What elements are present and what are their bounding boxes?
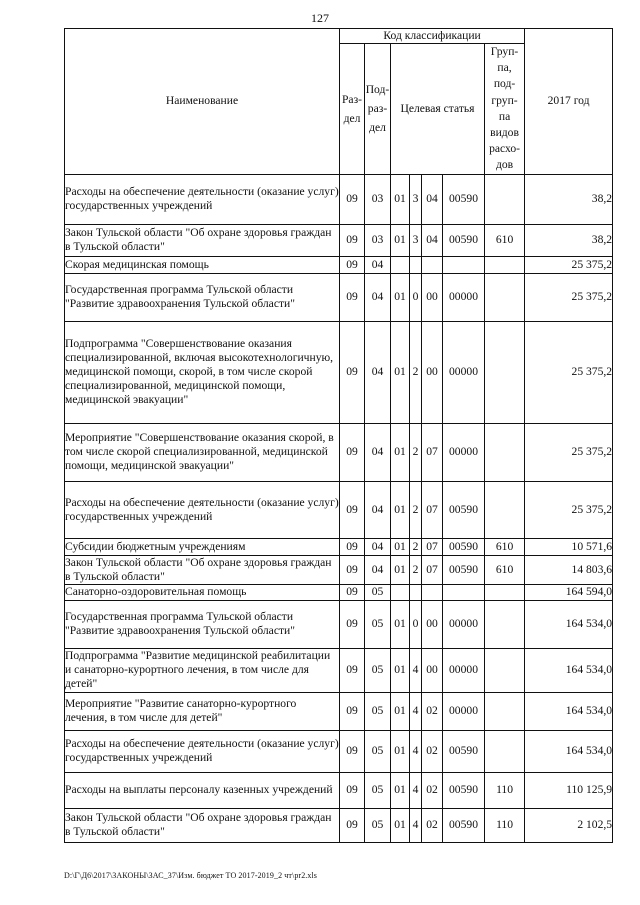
cell-event: 02 [422, 730, 443, 772]
table-row [65, 730, 613, 772]
cell-direction: 00000 [443, 648, 485, 692]
cell-amount: 38,2 [525, 174, 613, 224]
cell-group [485, 600, 525, 648]
cell-event: 02 [422, 772, 443, 808]
cell-name: Подпрограмма "Совершенствование оказания специализированной, включая высокотехнологичную, медицинской помощи, скорой, в том числе скорой специализированной, медицинской помощи, медицинской эвакуации" [65, 321, 340, 423]
cell-subsection: 05 [365, 692, 391, 730]
cell-program [391, 584, 410, 600]
table-row [65, 692, 613, 730]
cell-event: 07 [422, 481, 443, 538]
cell-subsection: 04 [365, 555, 391, 584]
header-expense-group: Груп- па, под- груп- па видов расхо- дов [485, 44, 525, 175]
cell-event: 04 [422, 224, 443, 256]
cell-subprogram: 2 [410, 538, 422, 555]
cell-name: Государственная программа Тульской области "Развитие здравоохранения Тульской области" [65, 273, 340, 321]
table-row [65, 423, 613, 481]
cell-amount: 14 803,6 [525, 555, 613, 584]
cell-subsection: 05 [365, 808, 391, 842]
cell-section: 09 [340, 692, 365, 730]
cell-name: Субсидии бюджетным учреждениям [65, 538, 340, 555]
cell-event [422, 256, 443, 273]
cell-subsection: 05 [365, 648, 391, 692]
cell-program: 01 [391, 224, 410, 256]
cell-subprogram: 3 [410, 224, 422, 256]
cell-group [485, 273, 525, 321]
cell-program: 01 [391, 423, 410, 481]
cell-program: 01 [391, 648, 410, 692]
cell-direction: 00590 [443, 555, 485, 584]
header-subsection: Под- раз- дел [365, 44, 391, 175]
cell-program: 01 [391, 808, 410, 842]
table-body [65, 174, 613, 842]
file-path-footer: D:\Г\Д6\2017\ЗАКОНЫ\ЗАС_37\Изм. бюджет ТО 2017-2019_2 чт\pr2.xls [64, 871, 318, 880]
cell-name: Закон Тульской области "Об охране здоровья граждан в Тульской области" [65, 808, 340, 842]
cell-section: 09 [340, 730, 365, 772]
cell-event: 07 [422, 538, 443, 555]
cell-group [485, 174, 525, 224]
cell-group: 110 [485, 772, 525, 808]
table-header [65, 29, 613, 175]
cell-subprogram [410, 584, 422, 600]
cell-program: 01 [391, 174, 410, 224]
cell-section: 09 [340, 224, 365, 256]
table-row [65, 555, 613, 584]
cell-subsection: 04 [365, 256, 391, 273]
cell-direction: 00000 [443, 423, 485, 481]
table-row [65, 600, 613, 648]
cell-subsection: 04 [365, 321, 391, 423]
cell-group [485, 730, 525, 772]
table-row [65, 321, 613, 423]
cell-subprogram: 0 [410, 273, 422, 321]
cell-amount: 25 375,2 [525, 321, 613, 423]
cell-section: 09 [340, 600, 365, 648]
table-row [65, 481, 613, 538]
cell-amount: 164 534,0 [525, 730, 613, 772]
cell-direction: 00000 [443, 273, 485, 321]
cell-subprogram: 4 [410, 730, 422, 772]
cell-section: 09 [340, 555, 365, 584]
cell-subprogram: 2 [410, 321, 422, 423]
table-row [65, 256, 613, 273]
cell-group [485, 481, 525, 538]
cell-subprogram: 4 [410, 772, 422, 808]
cell-subprogram: 0 [410, 600, 422, 648]
cell-subprogram: 4 [410, 808, 422, 842]
cell-section: 09 [340, 321, 365, 423]
cell-program [391, 256, 410, 273]
cell-amount: 164 534,0 [525, 692, 613, 730]
header-target-article: Целевая статья [391, 44, 485, 175]
cell-name: Закон Тульской области "Об охране здоровья граждан в Тульской области" [65, 555, 340, 584]
cell-group: 610 [485, 224, 525, 256]
cell-section: 09 [340, 772, 365, 808]
cell-program: 01 [391, 772, 410, 808]
cell-subsection: 05 [365, 772, 391, 808]
cell-subprogram: 2 [410, 555, 422, 584]
cell-amount: 10 571,6 [525, 538, 613, 555]
table-row [65, 538, 613, 555]
cell-program: 01 [391, 273, 410, 321]
cell-subsection: 03 [365, 224, 391, 256]
cell-name: Расходы на обеспечение деятельности (оказание услуг) государственных учреждений [65, 730, 340, 772]
cell-subsection: 05 [365, 600, 391, 648]
cell-direction: 00590 [443, 730, 485, 772]
cell-program: 01 [391, 555, 410, 584]
cell-amount: 25 375,2 [525, 256, 613, 273]
cell-group [485, 423, 525, 481]
cell-section: 09 [340, 273, 365, 321]
cell-name: Закон Тульской области "Об охране здоровья граждан в Тульской области" [65, 224, 340, 256]
header-name: Наименование [65, 29, 340, 175]
cell-amount: 164 534,0 [525, 600, 613, 648]
cell-direction: 00590 [443, 772, 485, 808]
cell-event: 00 [422, 648, 443, 692]
cell-name: Расходы на обеспечение деятельности (оказание услуг) государственных учреждений [65, 481, 340, 538]
table-row [65, 224, 613, 256]
cell-section: 09 [340, 808, 365, 842]
cell-direction: 00590 [443, 174, 485, 224]
header-section: Раз- дел [340, 44, 365, 175]
table-row [65, 174, 613, 224]
cell-event: 02 [422, 692, 443, 730]
cell-section: 09 [340, 423, 365, 481]
cell-group: 610 [485, 555, 525, 584]
cell-direction: 00590 [443, 481, 485, 538]
cell-subprogram: 4 [410, 692, 422, 730]
cell-section: 09 [340, 538, 365, 555]
table-row [65, 584, 613, 600]
cell-direction: 00000 [443, 692, 485, 730]
cell-name: Мероприятие "Совершенствование оказания скорой, в том числе скорой специализированной, медицинской помощи, медицинской эвакуации" [65, 423, 340, 481]
cell-section: 09 [340, 648, 365, 692]
cell-event [422, 584, 443, 600]
cell-event: 07 [422, 423, 443, 481]
cell-subprogram: 4 [410, 648, 422, 692]
cell-subprogram [410, 256, 422, 273]
cell-amount: 164 534,0 [525, 648, 613, 692]
cell-group [485, 321, 525, 423]
cell-program: 01 [391, 538, 410, 555]
cell-name: Мероприятие "Развитие санаторно-курортного лечения, в том числе для детей" [65, 692, 340, 730]
cell-event: 00 [422, 273, 443, 321]
cell-subsection: 04 [365, 423, 391, 481]
cell-section: 09 [340, 481, 365, 538]
table-row [65, 808, 613, 842]
cell-program: 01 [391, 321, 410, 423]
header-classification-code: Код классификации [340, 29, 525, 44]
cell-amount: 110 125,9 [525, 772, 613, 808]
cell-section: 09 [340, 584, 365, 600]
cell-amount: 2 102,5 [525, 808, 613, 842]
cell-section: 09 [340, 174, 365, 224]
cell-name: Расходы на выплаты персоналу казенных учреждений [65, 772, 340, 808]
cell-program: 01 [391, 730, 410, 772]
cell-amount: 25 375,2 [525, 423, 613, 481]
cell-subprogram: 2 [410, 481, 422, 538]
cell-subsection: 05 [365, 584, 391, 600]
cell-section: 09 [340, 256, 365, 273]
cell-name: Расходы на обеспечение деятельности (оказание услуг) государственных учреждений [65, 174, 340, 224]
cell-amount: 25 375,2 [525, 481, 613, 538]
cell-direction [443, 256, 485, 273]
cell-direction: 00000 [443, 321, 485, 423]
cell-name: Государственная программа Тульской области "Развитие здравоохранения Тульской области" [65, 600, 340, 648]
cell-subsection: 03 [365, 174, 391, 224]
cell-subsection: 05 [365, 730, 391, 772]
table-row [65, 648, 613, 692]
cell-subprogram: 2 [410, 423, 422, 481]
page-number: 127 [311, 11, 329, 25]
cell-group: 110 [485, 808, 525, 842]
cell-program: 01 [391, 600, 410, 648]
cell-name: Скорая медицинская помощь [65, 256, 340, 273]
header-year-2017: 2017 год [525, 29, 613, 175]
table-row [65, 273, 613, 321]
cell-direction: 00000 [443, 600, 485, 648]
budget-table [64, 28, 613, 843]
cell-program: 01 [391, 692, 410, 730]
cell-event: 02 [422, 808, 443, 842]
cell-subsection: 04 [365, 481, 391, 538]
cell-amount: 25 375,2 [525, 273, 613, 321]
cell-event: 07 [422, 555, 443, 584]
cell-direction [443, 584, 485, 600]
cell-subprogram: 3 [410, 174, 422, 224]
cell-direction: 00590 [443, 808, 485, 842]
cell-direction: 00590 [443, 224, 485, 256]
cell-name: Подпрограмма "Развитие медицинской реабилитации и санаторно-курортного лечения, в том числе для детей" [65, 648, 340, 692]
table-row [65, 772, 613, 808]
cell-name: Санаторно-оздоровительная помощь [65, 584, 340, 600]
cell-direction: 00590 [443, 538, 485, 555]
cell-group: 610 [485, 538, 525, 555]
cell-subsection: 04 [365, 538, 391, 555]
cell-group [485, 584, 525, 600]
cell-group [485, 692, 525, 730]
cell-event: 00 [422, 321, 443, 423]
cell-event: 00 [422, 600, 443, 648]
cell-amount: 38,2 [525, 224, 613, 256]
cell-amount: 164 594,0 [525, 584, 613, 600]
cell-group [485, 256, 525, 273]
cell-program: 01 [391, 481, 410, 538]
cell-subsection: 04 [365, 273, 391, 321]
cell-event: 04 [422, 174, 443, 224]
cell-group [485, 648, 525, 692]
